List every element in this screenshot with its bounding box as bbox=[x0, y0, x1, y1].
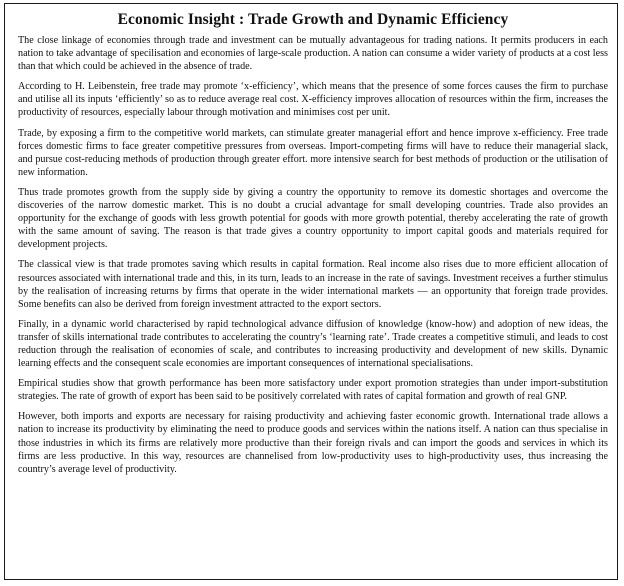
paragraph-empirical-studies: Empirical studies show that growth performance has been more satisfactory under export promotion strategies than under import-substitution strategies. The rate of growth of export has been said to be positively correlated with rates of capital formation and growth of real GNP. bbox=[18, 378, 608, 403]
paragraph-linkage: The close linkage of economies through trade and investment can be mutually advantageous for trading nations. It permits producers in each nation to take advantage of specilisation and economies of large-scale production. A nation can consume a wider variety of products at a cost less than that which could be achieved in the absence of trade. bbox=[18, 35, 608, 73]
paragraph-supply-side: Thus trade promotes growth from the supply side by giving a country the opportunity to remove its domestic shortages and overcome the discoveries of the narrow domestic market. This is no doubt a crucial advantage for small developing countries. Trade also provides an opportunity for the exchange of goods with less growth potential for goods with more growth potential, thereby accelerating the rate of growth with the same amount of saving. The reason is that trade gives a country opportunity to import capital goods and materials required for development projects. bbox=[18, 186, 608, 251]
economic-insight-box bbox=[4, 3, 618, 580]
paragraph-classical-view: The classical view is that trade promotes saving which results in capital formation. Real income also rises due to more efficient allocation of resources associated with international trade and this, in its turn, leads to an increase in the rate of savings. Investment receives a further stimulus by the realisation of increasing returns by firms that operate in the wider international markets — an opportunity that foreign trade provides. Some benefits can also be derived from foreign investment attracted to the export sectors. bbox=[18, 259, 608, 310]
box-title: Economic Insight : Trade Growth and Dynamic Efficiency bbox=[117, 11, 509, 28]
paragraph-imports-exports: However, both imports and exports are necessary for raising productivity and achieving faster economic growth. International trade allows a nation to increase its productivity by eliminating the need to produce goods and services within the nations itself. A nation can thus specialise in those industries in which its firms are relatively more productive than their foreign rivals and can import the goods and services in which its firms are less productive. In this way, resources are channelised from low-productivity uses to high-productivity uses, thus increasing the country’s average level of productivity. bbox=[18, 411, 608, 475]
paragraph-x-efficiency: According to H. Leibenstein, free trade may promote ‘x-efficiency’, which means that the presence of some forces causes the firm to purchase and utilise all its inputs ‘efficiently’ so as to reduce average real cost. X-efficiency improves allocation of resources within the firm, increases the productivity of resources, especially labour through motivation and minimises cost per unit. bbox=[18, 81, 608, 119]
paragraph-dynamic-world: Finally, in a dynamic world characterised by rapid technological advance diffusion of knowledge (know-how) and adoption of new ideas, the transfer of skills international trade contributes to accelerating the country’s ‘learning rate’. Trade creates a competitive stimuli, and leads to cost reduction through the realisation of economies of scale, and contributes to increasing productivity and development of new skills. Dynamic learning effects and the consequent scale economies are important consequences of international specialisations. bbox=[18, 318, 608, 370]
paragraph-competition: Trade, by exposing a firm to the competitive world markets, can stimulate greater managerial effort and hence improve x-efficiency. Free trade forces domestic firms to face greater competitive pressures from overseas. Import-competing firms will have to reduce their managerial slack, and pursue cost-reducing methods of production through greater effort. more intensive search for best methods of production or the utilisation of new information. bbox=[18, 127, 608, 178]
